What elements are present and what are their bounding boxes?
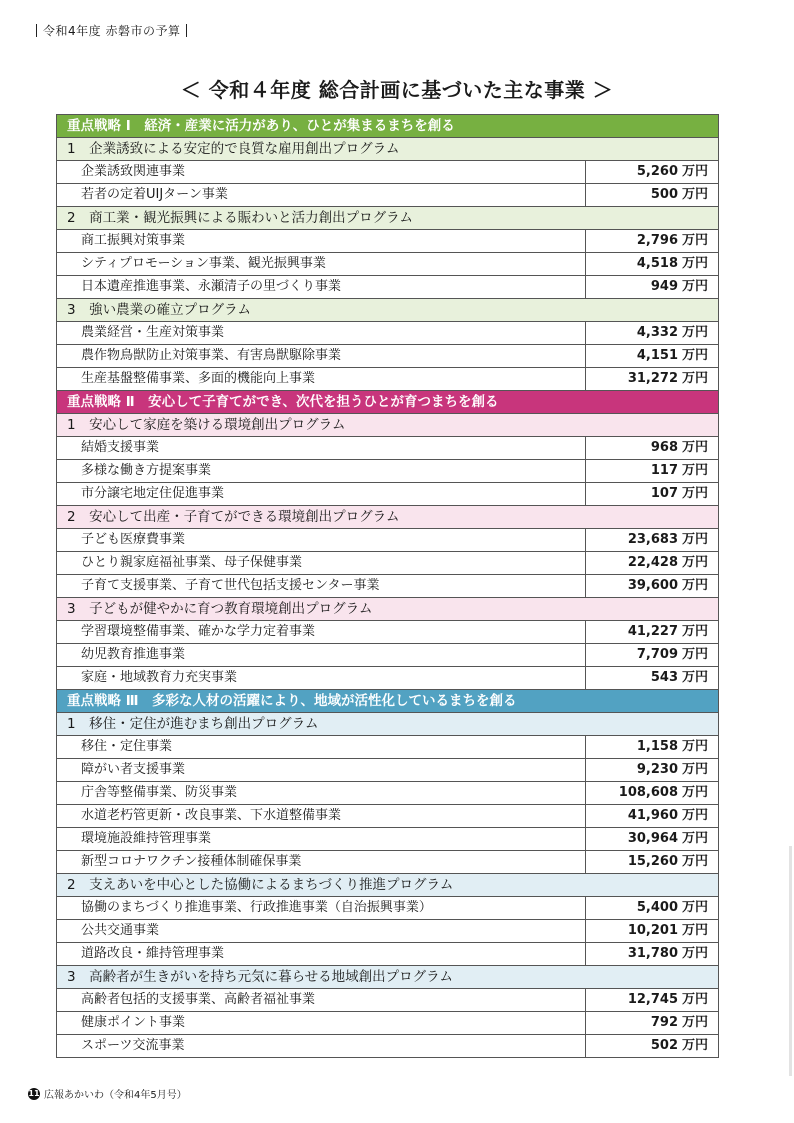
- project-amount-cell: [586, 184, 719, 207]
- amount-unit: 万円: [682, 946, 709, 961]
- program-title: 1 企業誘致による安定的で良質な雇用創出プログラム: [57, 138, 719, 161]
- project-amount: 7,709: [636, 647, 678, 662]
- project-amount: 2,796: [636, 233, 678, 248]
- table-row: [57, 460, 719, 483]
- program-title: 3 子どもが健やかに育つ教育環境創出プログラム: [57, 598, 719, 621]
- project-amount-cell: [586, 920, 719, 943]
- project-name: 市分譲宅地定住促進事業: [57, 483, 586, 506]
- table-row: [57, 345, 719, 368]
- amount-unit: 万円: [682, 187, 709, 202]
- project-amount-cell: [586, 851, 719, 874]
- table-row: [57, 368, 719, 391]
- project-name: 庁舎等整備事業、防災事業: [57, 782, 586, 805]
- project-name: 結婚支援事業: [57, 437, 586, 460]
- project-amount: 117: [650, 463, 678, 478]
- project-name: 農業経営・生産対策事業: [57, 322, 586, 345]
- program-header: [57, 138, 719, 161]
- project-amount-cell: [586, 782, 719, 805]
- strategy-header: [57, 391, 719, 414]
- project-name: ひとり親家庭福祉事業、母子保健事業: [57, 552, 586, 575]
- project-name: 道路改良・維持管理事業: [57, 943, 586, 966]
- program-header: [57, 713, 719, 736]
- amount-unit: 万円: [682, 647, 709, 662]
- table-row: [57, 184, 719, 207]
- project-amount-cell: [586, 575, 719, 598]
- amount-unit: 万円: [682, 762, 709, 777]
- project-name: 障がい者支援事業: [57, 759, 586, 782]
- amount-unit: 万円: [682, 808, 709, 823]
- amount-unit: 万円: [682, 670, 709, 685]
- budget-table: [56, 114, 719, 1058]
- program-title: 1 安心して家庭を築ける環境創出プログラム: [57, 414, 719, 437]
- table-row: [57, 322, 719, 345]
- amount-unit: 万円: [682, 440, 709, 455]
- table-row: [57, 667, 719, 690]
- table-row: [57, 161, 719, 184]
- program-title: 2 安心して出産・子育てができる環境創出プログラム: [57, 506, 719, 529]
- table-row: [57, 230, 719, 253]
- program-title: 3 高齢者が生きがいを持ち元気に暮らせる地域創出プログラム: [57, 966, 719, 989]
- project-amount-cell: [586, 989, 719, 1012]
- divider: [186, 24, 187, 37]
- project-amount: 39,600: [627, 578, 678, 593]
- project-name: 新型コロナワクチン接種体制確保事業: [57, 851, 586, 874]
- project-amount-cell: [586, 161, 719, 184]
- project-amount: 9,230: [636, 762, 678, 777]
- table-row: [57, 897, 719, 920]
- amount-unit: 万円: [682, 463, 709, 478]
- program-header: [57, 966, 719, 989]
- project-amount: 108,608: [618, 785, 678, 800]
- table-row: [57, 1012, 719, 1035]
- project-amount-cell: [586, 759, 719, 782]
- table-row: [57, 805, 719, 828]
- program-header: [57, 598, 719, 621]
- amount-unit: 万円: [682, 1015, 709, 1030]
- table-row: [57, 943, 719, 966]
- project-amount-cell: [586, 621, 719, 644]
- amount-unit: 万円: [682, 256, 709, 271]
- project-amount-cell: [586, 1012, 719, 1035]
- project-amount: 23,683: [627, 532, 678, 547]
- project-amount-cell: [586, 230, 719, 253]
- amount-unit: 万円: [682, 532, 709, 547]
- project-amount: 41,960: [627, 808, 678, 823]
- amount-unit: 万円: [682, 624, 709, 639]
- amount-unit: 万円: [682, 578, 709, 593]
- footer: [28, 1086, 187, 1101]
- project-amount-cell: [586, 276, 719, 299]
- project-name: 幼児教育推進事業: [57, 644, 586, 667]
- project-name: シティプロモーション事業、観光振興事業: [57, 253, 586, 276]
- program-header: [57, 207, 719, 230]
- table-row: [57, 644, 719, 667]
- project-amount: 15,260: [627, 854, 678, 869]
- amount-unit: 万円: [682, 233, 709, 248]
- project-name: 公共交通事業: [57, 920, 586, 943]
- project-amount: 31,272: [627, 371, 678, 386]
- running-head-text: 令和4年度 赤磐市の予算: [43, 24, 181, 38]
- project-amount: 4,332: [636, 325, 678, 340]
- project-amount-cell: [586, 529, 719, 552]
- project-amount-cell: [586, 943, 719, 966]
- program-header: [57, 506, 719, 529]
- project-amount: 502: [650, 1038, 678, 1053]
- project-amount-cell: [586, 667, 719, 690]
- project-name: 子育て支援事業、子育て世代包括支援センター事業: [57, 575, 586, 598]
- divider: [36, 24, 37, 37]
- project-name: 高齢者包括的支援事業、高齢者福祉事業: [57, 989, 586, 1012]
- program-title: 2 支えあいを中心とした協働によるまちづくり推進プログラム: [57, 874, 719, 897]
- page-title: ＜ 令和４年度 総合計画に基づいた主な事業 ＞: [180, 78, 614, 102]
- table-row: [57, 759, 719, 782]
- table-row: [57, 782, 719, 805]
- project-amount-cell: [586, 345, 719, 368]
- amount-unit: 万円: [682, 831, 709, 846]
- table-row: [57, 552, 719, 575]
- table-row: [57, 276, 719, 299]
- program-header: [57, 414, 719, 437]
- amount-unit: 万円: [682, 555, 709, 570]
- table-row: [57, 989, 719, 1012]
- running-head: [30, 22, 193, 39]
- project-amount-cell: [586, 552, 719, 575]
- table-row: [57, 1035, 719, 1058]
- amount-unit: 万円: [682, 739, 709, 754]
- project-amount-cell: [586, 322, 719, 345]
- project-name: 多様な働き方提案事業: [57, 460, 586, 483]
- project-name: 移住・定住事業: [57, 736, 586, 759]
- amount-unit: 万円: [682, 371, 709, 386]
- project-name: 日本遺産推進事業、永瀬清子の里づくり事業: [57, 276, 586, 299]
- table-row: [57, 736, 719, 759]
- project-name: 農作物鳥獣防止対策事業、有害鳥獣駆除事業: [57, 345, 586, 368]
- project-name: スポーツ交流事業: [57, 1035, 586, 1058]
- strategy-title: 重点戦略 Ⅰ 経済・産業に活力があり、ひとが集まるまちを創る: [57, 115, 719, 138]
- project-amount: 968: [650, 440, 678, 455]
- project-amount: 31,780: [627, 946, 678, 961]
- amount-unit: 万円: [682, 785, 709, 800]
- project-amount-cell: [586, 1035, 719, 1058]
- table-row: [57, 483, 719, 506]
- project-name: 協働のまちづくり推進事業、行政推進事業（自治振興事業）: [57, 897, 586, 920]
- project-amount: 30,964: [627, 831, 678, 846]
- project-amount-cell: [586, 736, 719, 759]
- project-name: 健康ポイント事業: [57, 1012, 586, 1035]
- project-amount: 4,518: [636, 256, 678, 271]
- amount-unit: 万円: [682, 1038, 709, 1053]
- project-amount: 949: [650, 279, 678, 294]
- amount-unit: 万円: [682, 279, 709, 294]
- project-name: 若者の定着UIJターン事業: [57, 184, 586, 207]
- table-row: [57, 529, 719, 552]
- project-amount: 12,745: [627, 992, 678, 1007]
- strategy-header: [57, 115, 719, 138]
- amount-unit: 万円: [682, 486, 709, 501]
- project-name: 子ども医療費事業: [57, 529, 586, 552]
- project-name: 学習環境整備事業、確かな学力定着事業: [57, 621, 586, 644]
- project-amount: 1,158: [636, 739, 678, 754]
- table-row: [57, 621, 719, 644]
- table-row: [57, 253, 719, 276]
- project-amount: 543: [650, 670, 678, 685]
- project-amount-cell: [586, 805, 719, 828]
- project-amount-cell: [586, 460, 719, 483]
- table-row: [57, 920, 719, 943]
- program-title: 3 強い農業の確立プログラム: [57, 299, 719, 322]
- project-name: 環境施設維持管理事業: [57, 828, 586, 851]
- project-amount-cell: [586, 368, 719, 391]
- project-amount-cell: [586, 483, 719, 506]
- table-row: [57, 828, 719, 851]
- project-amount-cell: [586, 644, 719, 667]
- project-amount: 500: [650, 187, 678, 202]
- project-amount: 5,400: [636, 900, 678, 915]
- page-edge-mark: [789, 846, 792, 1076]
- strategy-title: 重点戦略 Ⅲ 多彩な人材の活躍により、地域が活性化しているまちを創る: [57, 690, 719, 713]
- project-amount: 4,151: [636, 348, 678, 363]
- project-name: 家庭・地域教育力充実事業: [57, 667, 586, 690]
- table-row: [57, 851, 719, 874]
- project-amount: 792: [650, 1015, 678, 1030]
- amount-unit: 万円: [682, 992, 709, 1007]
- amount-unit: 万円: [682, 348, 709, 363]
- project-amount: 10,201: [627, 923, 678, 938]
- strategy-header: [57, 690, 719, 713]
- program-header: [57, 874, 719, 897]
- program-title: 1 移住・定住が進むまち創出プログラム: [57, 713, 719, 736]
- amount-unit: 万円: [682, 325, 709, 340]
- amount-unit: 万円: [682, 854, 709, 869]
- project-amount: 107: [650, 486, 678, 501]
- project-amount: 41,227: [627, 624, 678, 639]
- project-name: 商工振興対策事業: [57, 230, 586, 253]
- amount-unit: 万円: [682, 923, 709, 938]
- project-amount-cell: [586, 253, 719, 276]
- program-title: 2 商工業・観光振興による賑わいと活力創出プログラム: [57, 207, 719, 230]
- project-name: 水道老朽管更新・改良事業、下水道整備事業: [57, 805, 586, 828]
- project-name: 生産基盤整備事業、多面的機能向上事業: [57, 368, 586, 391]
- amount-unit: 万円: [682, 900, 709, 915]
- publication-name: 広報あかいわ（令和4年5月号）: [44, 1090, 187, 1101]
- project-amount-cell: [586, 437, 719, 460]
- project-amount-cell: [586, 897, 719, 920]
- amount-unit: 万円: [682, 164, 709, 179]
- program-header: [57, 299, 719, 322]
- project-amount: 5,260: [636, 164, 678, 179]
- project-amount-cell: [586, 828, 719, 851]
- project-name: 企業誘致関連事業: [57, 161, 586, 184]
- page-number: 11: [28, 1088, 40, 1098]
- table-row: [57, 575, 719, 598]
- strategy-title: 重点戦略 Ⅱ 安心して子育てができ、次代を担うひとが育つまちを創る: [57, 391, 719, 414]
- project-amount: 22,428: [627, 555, 678, 570]
- table-row: [57, 437, 719, 460]
